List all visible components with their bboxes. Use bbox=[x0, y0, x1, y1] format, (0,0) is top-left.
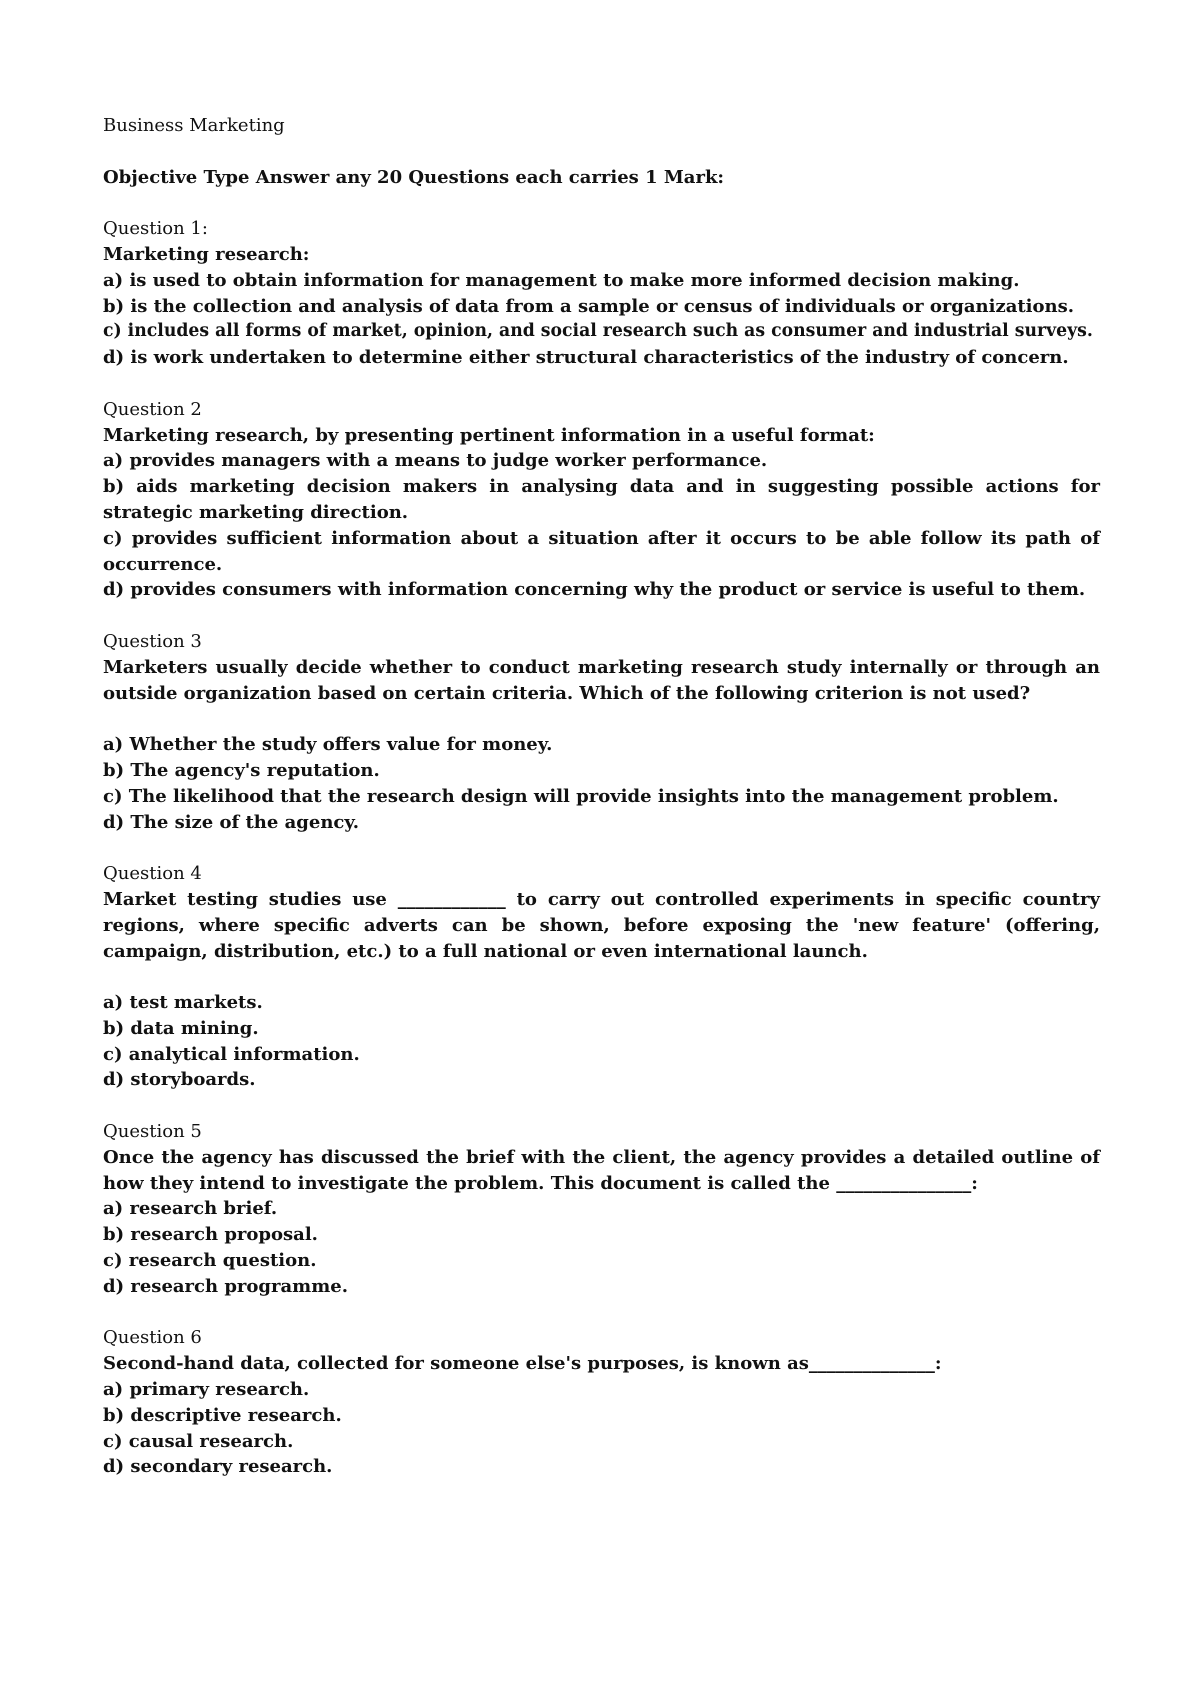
option-a: a) primary research. bbox=[103, 1379, 310, 1401]
option-c: c) analytical information. bbox=[103, 1043, 360, 1065]
question-2 bbox=[103, 397, 1100, 603]
question-3 bbox=[103, 629, 1100, 835]
option-d: d) The size of the agency. bbox=[103, 811, 360, 833]
option-d: d) research programme. bbox=[103, 1275, 348, 1297]
question-text: Marketing research, by presenting pertinent information in a useful format: bbox=[103, 424, 875, 446]
question-text: Second-hand data, collected for someone else's purposes, is known as______________: bbox=[103, 1353, 942, 1375]
question-text: Marketers usually decide whether to conduct marketing research study internally or through an outside organization based on certain criteria. Which of the following criterion is not used? bbox=[103, 656, 1100, 704]
option-b: b) The agency's reputation. bbox=[103, 759, 380, 781]
option-b: b) descriptive research. bbox=[103, 1404, 342, 1426]
option-c: c) provides sufficient information about a situation after it occurs to be able follow its path of occurrence. bbox=[103, 527, 1100, 575]
question-heading: Question 2 bbox=[103, 398, 202, 420]
option-b: b) is the collection and analysis of data from a sample or census of individuals or organizations. bbox=[103, 295, 1075, 317]
option-b: b) aids marketing decision makers in analysing data and in suggesting possible actions for strategic marketing direction. bbox=[103, 476, 1100, 523]
spacer bbox=[103, 706, 1100, 732]
option-c: c) includes all forms of market, opinion, and social research such as consumer and industrial surveys. bbox=[103, 321, 1093, 342]
option-a: a) Whether the study offers value for money. bbox=[103, 734, 553, 756]
question-heading: Question 4 bbox=[103, 863, 202, 885]
option-a: a) research brief. bbox=[103, 1198, 278, 1220]
question-text: Market testing studies use ____________ to carry out controlled experiments in specific country regions, where specific adverts can be shown, before exposing the 'new feature' (offering, campaign, distribution, etc.) to a full national or even international launch. bbox=[103, 888, 1100, 962]
document-title: Business Marketing bbox=[103, 115, 285, 136]
option-c: c) causal research. bbox=[103, 1430, 294, 1452]
question-1 bbox=[103, 216, 1100, 371]
option-d: d) storyboards. bbox=[103, 1069, 256, 1091]
question-heading: Question 6 bbox=[103, 1327, 202, 1349]
option-b: b) research proposal. bbox=[103, 1224, 318, 1246]
question-heading: Question 5 bbox=[103, 1121, 202, 1143]
question-heading: Question 1: bbox=[103, 218, 208, 240]
spacer bbox=[103, 964, 1100, 990]
option-d: d) secondary research. bbox=[103, 1456, 333, 1478]
question-6 bbox=[103, 1325, 1100, 1480]
question-heading: Question 3 bbox=[103, 630, 202, 652]
document-content bbox=[103, 113, 1100, 1480]
question-text: Once the agency has discussed the brief with the client, the agency provides a detailed outline of how they intend to investigate the problem. This document is called the _______________: bbox=[103, 1146, 1100, 1194]
option-d: d) provides consumers with information concerning why the product or service is useful to them. bbox=[103, 579, 1086, 601]
option-a: a) is used to obtain information for management to make more informed decision making. bbox=[103, 269, 1020, 291]
option-a: a) provides managers with a means to judge worker performance. bbox=[103, 450, 768, 472]
question-4 bbox=[103, 861, 1100, 1093]
option-c: c) The likelihood that the research design will provide insights into the management problem. bbox=[103, 785, 1059, 807]
option-c: c) research question. bbox=[103, 1250, 317, 1272]
option-b: b) data mining. bbox=[103, 1017, 259, 1039]
question-text: Marketing research: bbox=[103, 243, 310, 265]
instructions-text: Objective Type Answer any 20 Questions each carries 1 Mark: bbox=[103, 166, 725, 188]
option-d: d) is work undertaken to determine either structural characteristics of the industry of concern. bbox=[103, 347, 1069, 369]
option-a: a) test markets. bbox=[103, 992, 263, 1014]
question-5 bbox=[103, 1119, 1100, 1300]
